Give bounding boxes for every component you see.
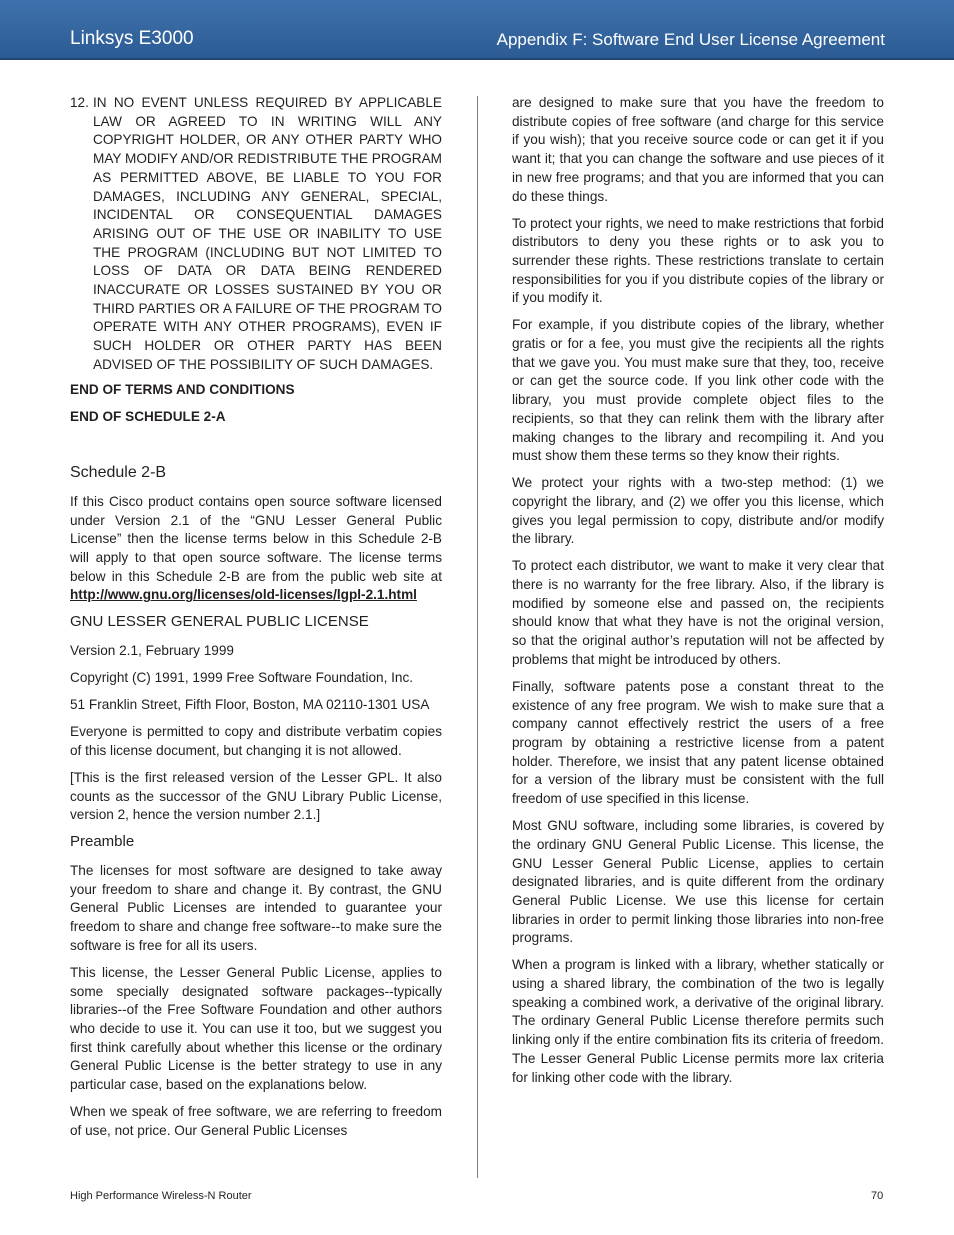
license-title: GNU LESSER GENERAL PUBLIC LICENSE <box>70 613 369 631</box>
fsf-address: 51 Franklin Street, Fifth Floor, Boston, MA 02110-1301 USA <box>70 697 430 713</box>
item-12-text: IN NO EVENT UNLESS REQUIRED BY APPLICABLE LAW OR AGREED TO IN WRITING WILL ANY COPYRIGHT HOLDER, OR ANY OTHER PARTY WHO MAY MODIFY AND/OR REDISTRIBUTE THE PROGRAM AS PERMITTED ABOVE, BE LIABLE TO YOU FOR DAMAGES, INCLUDING ANY GENERAL, SPECIAL, INCIDENTAL OR CONSEQUENTIAL DAMAGES ARISING OUT OF THE USE OR INABILITY TO USE THE PROGRAM (INCLUDING BUT NOT LIMITED TO LOSS OF DATA OR DATA BEING RENDERED INACCURATE OR LOSSES SUSTAINED BY YOU OR THIRD PARTIES OR A FAILURE OF THE PROGRAM TO OPERATE WITH ANY OTHER PROGRAMS), EVEN IF SUCH HOLDER OR OTHER PARTY HAS BEEN ADVISED OF THE POSSIBILITY OF SUCH DAMAGES. <box>93 95 442 372</box>
body-paragraph: Finally, software patents pose a constant threat to the existence of any free program. We wish to make sure that a company cannot effectively restrict the users of a free program by obtaining a restrictive license from a patent holder. Therefore, we insist that any patent license obtained for a version of the library must be consistent with the full freedom of use specified in this license. <box>512 678 884 807</box>
preamble-paragraph: This license, the Lesser General Public License, applies to some specially designated software packages--typically libraries--of the Free Software Foundation and other authors who decide to use it. You can use it too, but we suggest you first think carefully about whether this license or the ordinary General Public License is the better strategy to use in any particular case, based on the explanations below. <box>70 964 442 1093</box>
product-name: Linksys E3000 <box>70 28 194 49</box>
column-divider <box>477 96 478 1178</box>
preamble-paragraph: The licenses for most software are designed to take away your freedom to share and change it. By contrast, the GNU General Public Licenses are intended to guarantee your freedom to share and change free software--to make sure the software is free for all its users. <box>70 862 442 953</box>
footer-product: High Performance Wireless-N Router <box>70 1190 252 1202</box>
schedule-heading: Schedule 2-B <box>70 464 167 482</box>
page-header <box>0 0 954 60</box>
schedule-intro <box>70 493 442 605</box>
body-paragraph: are designed to make sure that you have the freedom to distribute copies of free software (and charge for this service if you wish); that you receive source code or can get it if you want it; that you can change the software and use pieces of it in new free programs; and that you are informed that you can do these things. <box>512 95 884 204</box>
body-paragraph: For example, if you distribute copies of the library, whether gratis or for a fee, you must give the recipients all the rights that we gave you. You must make sure that they, too, receive or can get the source code. If you link other code with the library, you must provide complete object files to the recipients, so that they can relink them with the library after making changes to the library and recompiling it. And you must show them these terms so they know their rights. <box>512 317 884 464</box>
lgpl-link[interactable]: http://www.gnu.org/licenses/old-licenses/lgpl-2.1.html <box>70 587 417 603</box>
body-paragraph: We protect your rights with a two-step method: (1) we copyright the library, and (2) we offer you this license, which gives you legal permission to copy, distribute and/or modify the library. <box>512 475 884 547</box>
page-number: 70 <box>871 1190 884 1202</box>
body-paragraph: To protect your rights, we need to make restrictions that forbid distributors to deny you these rights or to ask you to surrender these rights. These restrictions translate to certain responsibilities for you if you distribute copies of the library or if you modify it. <box>512 215 884 306</box>
body-paragraph: When a program is linked with a library, whether statically or using a shared library, the combination of the two is legally speaking a combined work, a derivative of the original library. The ordinary General Public License therefore permits such linking only if the entire combination fits its criteria of freedom. The Lesser General Public License permits more lax criteria for linking other code with the library. <box>512 957 884 1085</box>
schedule-intro-text: If this Cisco product contains open source software licensed under Version 2.1 of the “GNU Lesser General Public License” then the license terms below in this Schedule 2-B will apply to that open source software. The license terms below in this Schedule 2-B are from the public web site at <box>70 493 442 584</box>
first-release-note: [This is the first released version of the Lesser GPL. It also counts as the successor of the GNU Library Public License, version 2, hence the version number 2.1.] <box>70 769 442 823</box>
end-of-terms: END OF TERMS AND CONDITIONS <box>70 381 295 397</box>
preamble-paragraph: When we speak of free software, we are referring to freedom of use, not price. Our General Public Licenses <box>70 1104 442 1138</box>
everyone-permitted: Everyone is permitted to copy and distribute verbatim copies of this license document, but changing it is not allowed. <box>70 724 442 758</box>
item-12 <box>70 94 442 375</box>
end-of-schedule: END OF SCHEDULE 2-A <box>70 408 226 424</box>
chapter-title: Appendix F: Software End User License Agreement <box>496 30 885 49</box>
left-column <box>70 94 442 1149</box>
license-copyright: Copyright (C) 1991, 1999 Free Software Foundation, Inc. <box>70 670 414 686</box>
license-version: Version 2.1, February 1999 <box>70 643 234 659</box>
body-paragraph: Most GNU software, including some libraries, is covered by the ordinary GNU General Public License. This license, the GNU Lesser General Public License, applies to certain designated libraries, and is quite different from the ordinary General Public License. We use this license for certain libraries in order to permit linking those libraries into non-free programs. <box>512 818 884 946</box>
preamble-heading: Preamble <box>70 833 135 851</box>
item-12-number: 12. <box>70 95 89 110</box>
body-paragraph: To protect each distributor, we want to make it very clear that there is no warranty for the free library. Also, if the library is modified by someone else and passed on, the recipients should know that what they have is not the original version, so that the original author’s reputation will not be affected by problems that might be introduced by others. <box>512 558 884 667</box>
right-column <box>512 94 884 1096</box>
